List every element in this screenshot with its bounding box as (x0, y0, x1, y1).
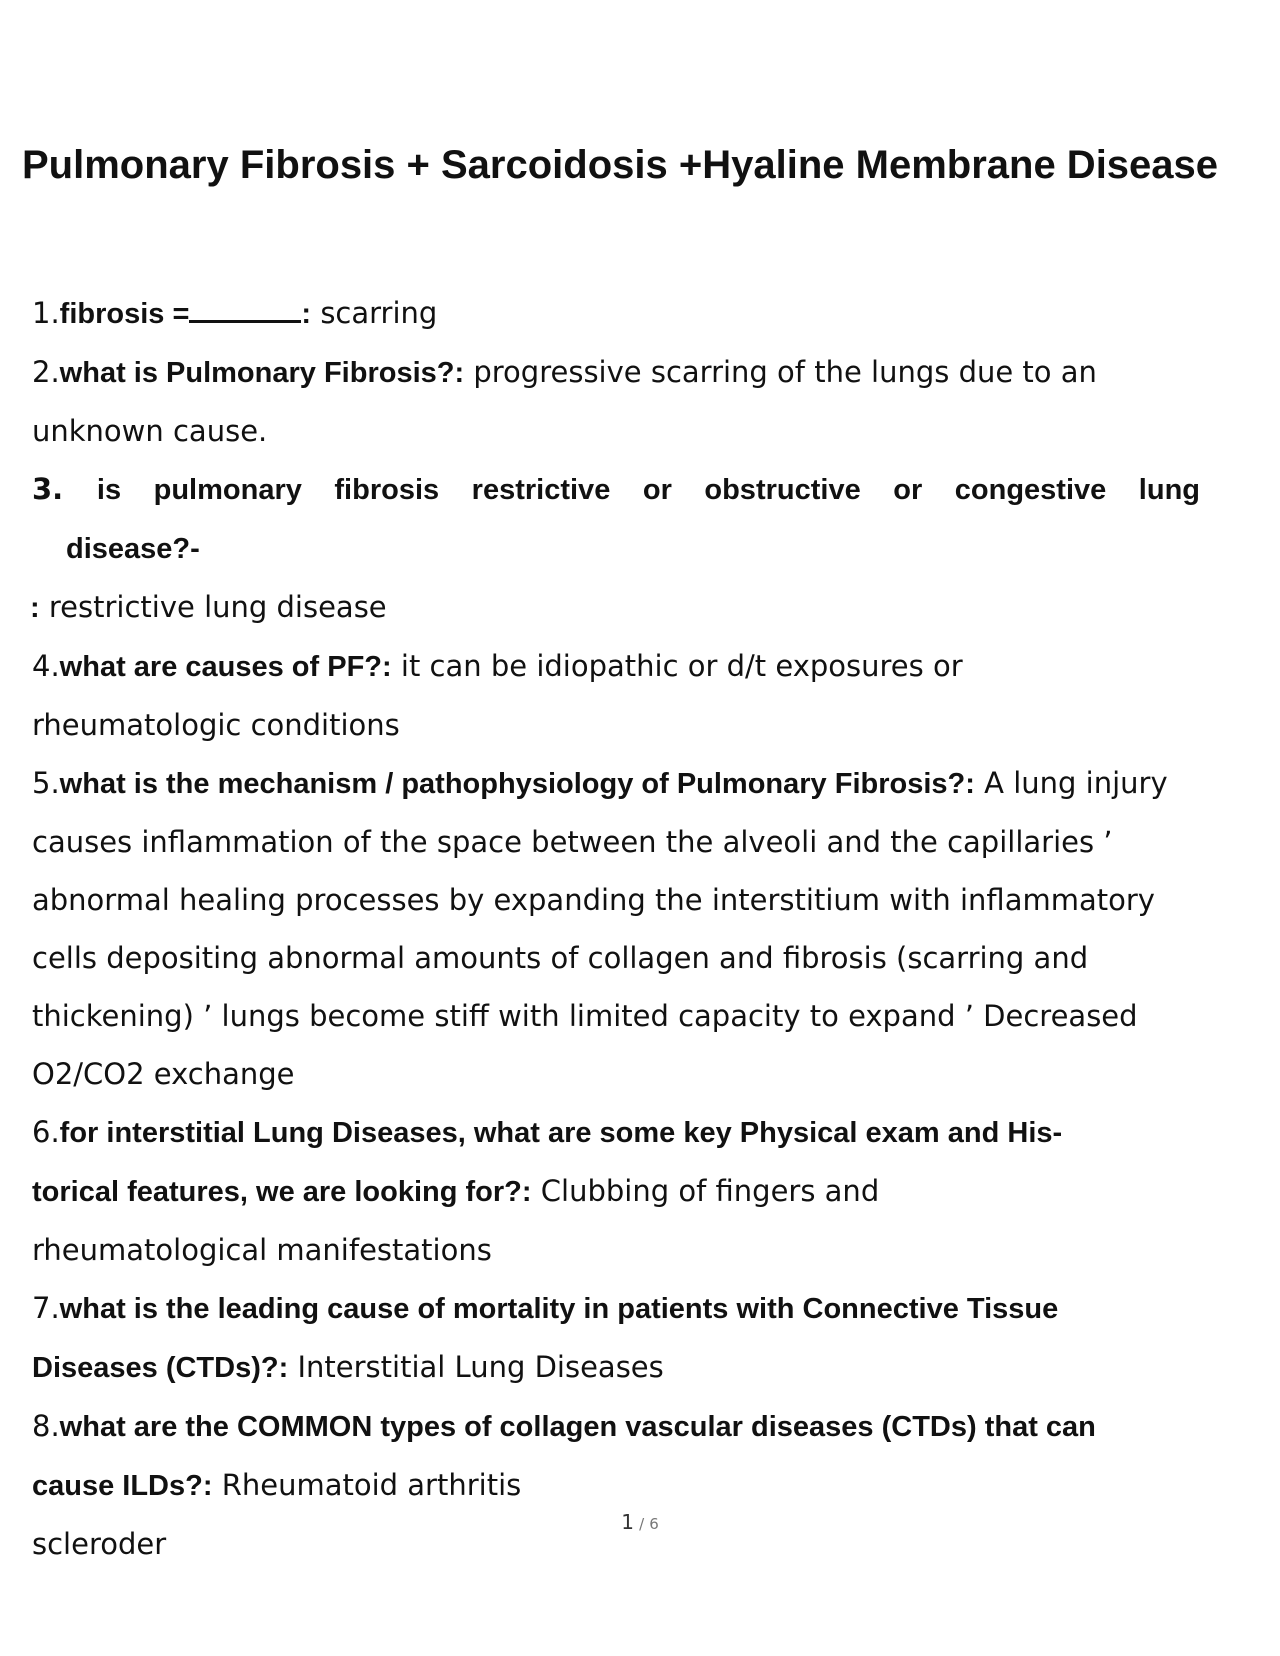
answer-text: progressive scarring of the lungs due to an unknown cause. (32, 355, 1097, 448)
answer-text: Rheumatoid arthritis (221, 1468, 522, 1502)
question-text: what are causes of PF?: (59, 651, 392, 683)
list-item (32, 343, 1122, 460)
question-colon: : (301, 298, 312, 330)
item-number: 2. (32, 355, 60, 389)
item-number: 5. (32, 766, 60, 800)
question-text: is pulmonary fibrosis restrictive or obstructive or congestive lung (96, 474, 1200, 506)
total-pages: 6 (649, 1515, 659, 1533)
page-title: Pulmonary Fibrosis + Sarcoidosis +Hyaline Membrane Disease (22, 143, 1219, 187)
page-separator: / (639, 1515, 645, 1533)
list-item (32, 460, 1232, 637)
question-text: what are the COMMON types of collagen vascular diseases (CTDs) that can cause ILDs?: (32, 1411, 1096, 1502)
item-number: 8. (32, 1409, 60, 1443)
list-item (32, 1279, 1072, 1397)
item-number: 3. (32, 472, 64, 506)
question-text: what is the leading cause of mortality in patients with Connective Tissue Diseases (CTDs)?: (32, 1293, 1059, 1384)
question-text-cont: disease?- (66, 533, 200, 565)
answer-colon: : (30, 592, 40, 624)
answer-text: Interstitial Lung Diseases (297, 1350, 664, 1384)
answer-text: A lung injury causes inflammation of the space between the alveoli and the capillaries ’ abnormal healing processes by expanding the interstitium with inflammatory cells depositing abnormal amounts of collagen and fibrosis (scarring and thickening) ’ lungs become stiff with limited capacity to expand ’ Decreased O2/CO2 exchange (32, 766, 1168, 1091)
justified-question-line (32, 460, 1200, 519)
flashcard-list (32, 284, 1232, 1573)
item-number: 4. (32, 649, 60, 683)
list-item (32, 754, 1177, 1103)
answer-text: it can be idiopathic or d/t exposures or rheumatologic conditions (32, 649, 963, 742)
question-text: what is the mechanism / pathophysiology of Pulmonary Fibrosis?: (59, 768, 975, 800)
answer-text-cont: scleroder (32, 1527, 167, 1561)
item-number: 7. (32, 1291, 60, 1325)
item-number: 1. (32, 296, 60, 330)
list-item (32, 1397, 1157, 1573)
answer-text: Clubbing of fingers and rheumatological manifestations (32, 1174, 880, 1267)
question-continuation (32, 519, 1232, 578)
list-item (32, 284, 1232, 343)
list-item (32, 1103, 1112, 1279)
list-item (32, 637, 1072, 754)
answer-text: scarring (320, 296, 438, 330)
answer-line (30, 578, 1232, 637)
fill-in-blank (189, 298, 301, 323)
item-number: 6. (32, 1115, 60, 1149)
question-text: fibrosis = (59, 298, 190, 330)
question-text: for interstitial Lung Diseases, what are some key Physical exam and His- torical features, we are looking for?: (32, 1117, 1063, 1208)
current-page-number: 1 (621, 1510, 634, 1534)
question-text: what is Pulmonary Fibrosis?: (59, 357, 465, 389)
page-indicator (0, 1510, 1280, 1534)
answer-text: restrictive lung disease (48, 590, 387, 624)
